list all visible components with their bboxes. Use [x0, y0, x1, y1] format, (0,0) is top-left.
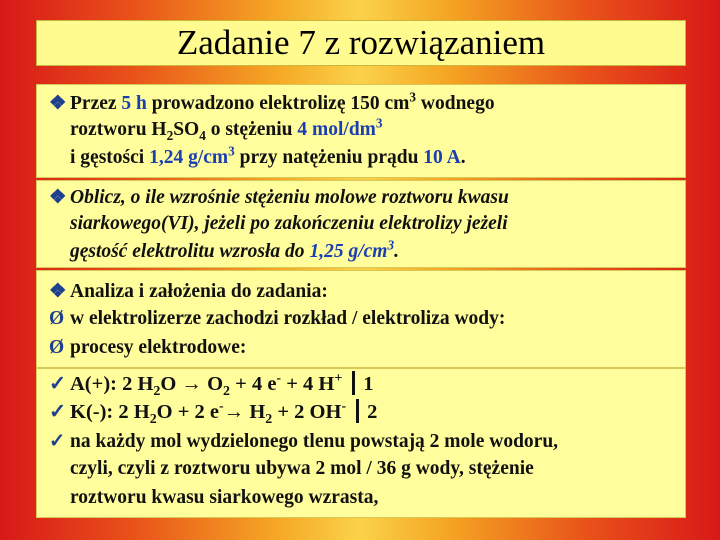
check-bullet-icon: ✓ — [49, 401, 67, 423]
arrow-right-icon: → — [181, 373, 202, 395]
check-bullet-icon: ✓ — [49, 373, 67, 395]
task-data-line-1: ❖ Przez 5 h prowadzono elektrolizę 150 $cm^3$ wodnego — [49, 89, 495, 114]
arrow-bullet-icon: Ø — [49, 308, 65, 329]
analysis-heading: ❖ Analiza i założenia do zadania: — [49, 281, 328, 302]
conclusion-line-2: czyli, czyli z roztworu ubywa 2 mol / 36 g wody, stężenie — [70, 458, 534, 479]
divider-bar — [352, 371, 355, 395]
task-data-line-3: i gęstości 1,24 $g/cm^3$ przy natężeniu prądu 10 A. — [70, 143, 466, 168]
divider-bar — [356, 399, 359, 423]
analysis-point-1: Ø w elektrolizerze zachodzi rozkład / elektroliza wody: — [49, 308, 506, 329]
reactions-box — [36, 368, 686, 518]
cathode-reaction: ✓ K(-): 2 $H_2O + 2$ $e^-\to H_2 + 2$ OH- 2 — [49, 399, 378, 428]
task-question-line-1: ❖ Oblicz, o ile wzrośnie stężeniu molowe roztworu kwasu — [49, 187, 509, 208]
task-question-line-3: gęstość elektrolitu wzrosła do 1,25 $g/cm^3$. — [70, 237, 399, 262]
task-question-box — [36, 180, 686, 268]
analysis-box — [36, 270, 686, 368]
arrow-bullet-icon: Ø — [49, 337, 65, 358]
slide-title: Zadanie 7 z rozwiązaniem — [36, 20, 686, 66]
diamond-bullet-icon: ❖ — [49, 281, 67, 302]
diamond-bullet-icon: ❖ — [49, 187, 67, 208]
conclusion-line-1: ✓ na każdy mol wydzielonego tlenu powstają 2 mole wodoru, — [49, 431, 559, 452]
check-bullet-icon: ✓ — [49, 431, 66, 452]
diamond-bullet-icon: ❖ — [49, 93, 67, 114]
task-question-line-2: siarkowego(VI), jeżeli po zakończeniu elektrolizy jeżeli — [70, 213, 508, 234]
conclusion-line-3: roztworu kwasu siarkowego wzrasta, — [70, 487, 379, 508]
task-data-line-2: roztworu $H_2SO_4$ o stężeniu 4 mol/$dm^3$ — [70, 115, 383, 143]
arrow-right-icon: → — [223, 401, 245, 423]
analysis-point-2: Ø procesy elektrodowe: — [49, 337, 247, 358]
task-data-box — [36, 84, 686, 178]
anode-reaction: ✓ A(+): 2 $H_2O \to O_2 + 4$ e- + 4 H+ 1 — [49, 371, 374, 400]
